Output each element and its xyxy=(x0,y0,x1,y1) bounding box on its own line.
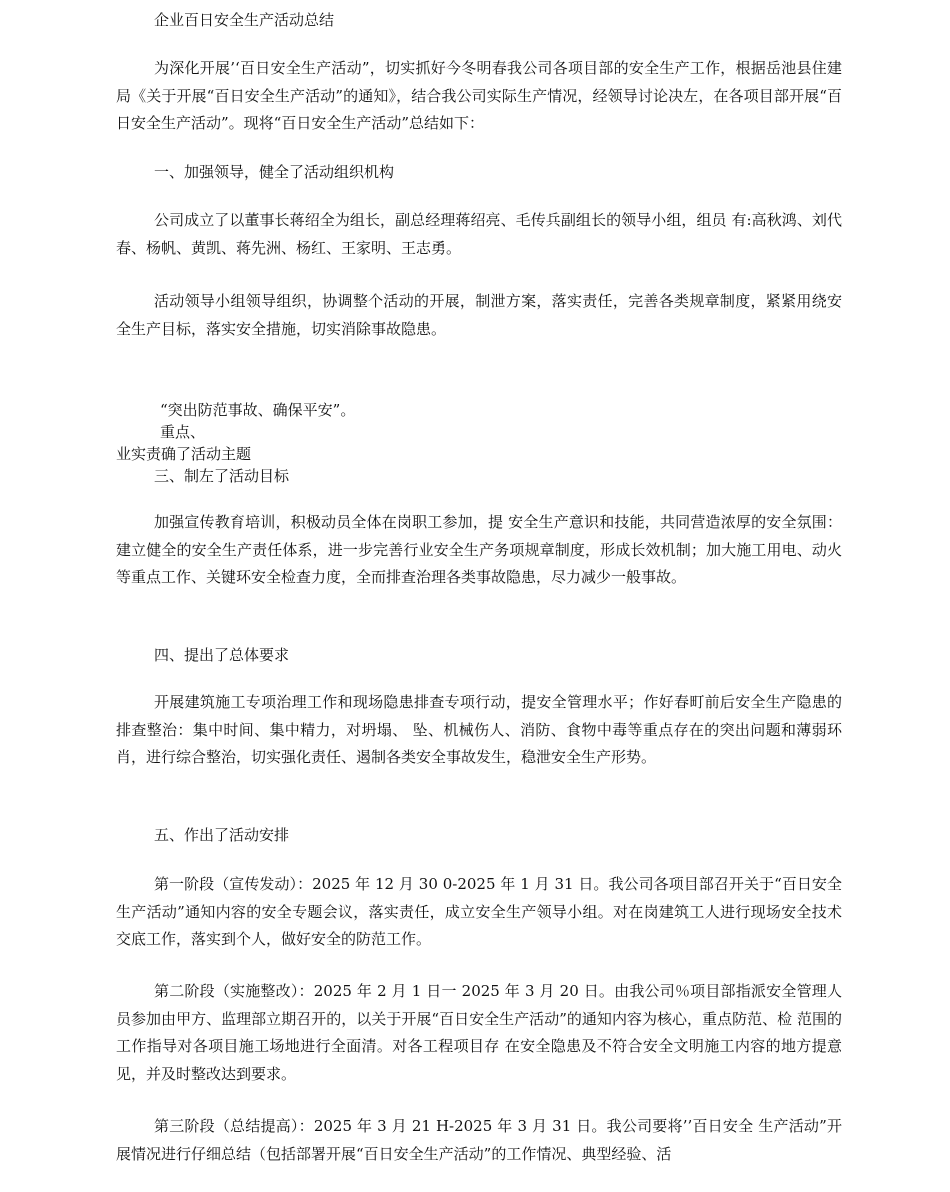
section-5-heading: 五、作出了活动安排 xyxy=(154,826,290,844)
section-1-paragraph-duties: 活动领导小组领导组织，协调整个活动的开展，制泄方案，落实责任，完善各类规章制度，紧紧用绕安全生产目标，落实安全措施，切实消除事故隐患。 xyxy=(116,292,842,338)
document-title: 企业百日安全生产活动总结 xyxy=(154,11,335,29)
theme-fragment: “突出防范事故、确保平安”。 xyxy=(160,401,356,419)
section-3-paragraph: 加强宣传教育培训，积极动员全体在岗职工参加，提 安全生产意识和技能，共同营造浓厚的安全氛围：建立健全的安全生产责任体系，进一步完善行业安全生产务项规章制度，形成长效机制；加大施工用电、动火等重点工作、关键环安全检查力度，全而排查治理各类事故隐患，尽力减少一般事故。 xyxy=(116,513,842,586)
stage-3-paragraph: 第三阶段（总结提高）：2025 年 3 月 21 H-2025 年 3 月 31 日。我公司要将’’百日安全 生产活动”开展情况进行仔细总结（包括部署开展“百日安全生产活动”的工作情况、典型经验、活 xyxy=(116,1117,842,1163)
focus-fragment: 重点、 xyxy=(160,423,206,441)
section-4-heading: 四、提出了总体要求 xyxy=(154,646,290,664)
section-4-paragraph: 开展建筑施工专项治理工作和现场隐患排查专项行动，提安全管理水平；作好春町前后安全生产隐患的排查整治：集中时间、集中精力，对坍塌、 坠、机械伤人、消防、食物中毒等重点存在的突出问题和薄弱环肖，进行综合整治，切实强化责任、遏制各类安全事故发生，稳泄安全生产形势。 xyxy=(116,693,842,766)
section-1-paragraph-members: 公司成立了以董事长蒋绍全为组长，副总经理蒋绍亮、毛传兵副组长的领导小组，组员 有:高秋鸿、刘代春、杨帆、黄凯、蒋先洲、杨红、王家明、王志勇。 xyxy=(116,211,842,257)
section-3-heading: 三、制左了活动目标 xyxy=(154,467,290,485)
duty-fragment: 业实责确了活动主题 xyxy=(116,445,252,463)
stage-2-paragraph: 第二阶段（实施整改）：2025 年 2 月 1 日一 2025 年 3 月 20 日。由我公司％项目部指派安全管理人员参加由甲方、监理部立期召开的，以关于开展“百日安全生产活动”的通知内容为核心，重点防范、检 范围的工作指导对各项目施工场地进行全面清。对各工程项目存 在安全隐患及不符合安全文明施工内容的地方提意见，并及时整改达到要求。 xyxy=(116,982,842,1083)
section-1-heading: 一、加强领导，健全了活动组织机构 xyxy=(154,163,395,181)
intro-paragraph: 为深化开展’‘百日安全生产活动”，切实抓好今冬明春我公司各项目部的安全生产工作，根据岳池县住建局《关于开展“百日安全生产活动”的通知》，结合我公司实际生产情况，经领导讨论决左，在各项目部开展“百日安全生产活动”。现将“百日安全生产活动”总结如下： xyxy=(116,59,842,132)
stage-1-paragraph: 第一阶段（宣传发动）：2025 年 12 月 30 0-2025 年 1 月 31 日。我公司各项目部召开关于“百日安全生产活动”通知内容的安全专题会议，落实责任，成立安全生产领导小组。对在岗建筑工人进行现场安全技术交底工作，落实到个人，做好安全的防范工作。 xyxy=(116,875,842,948)
